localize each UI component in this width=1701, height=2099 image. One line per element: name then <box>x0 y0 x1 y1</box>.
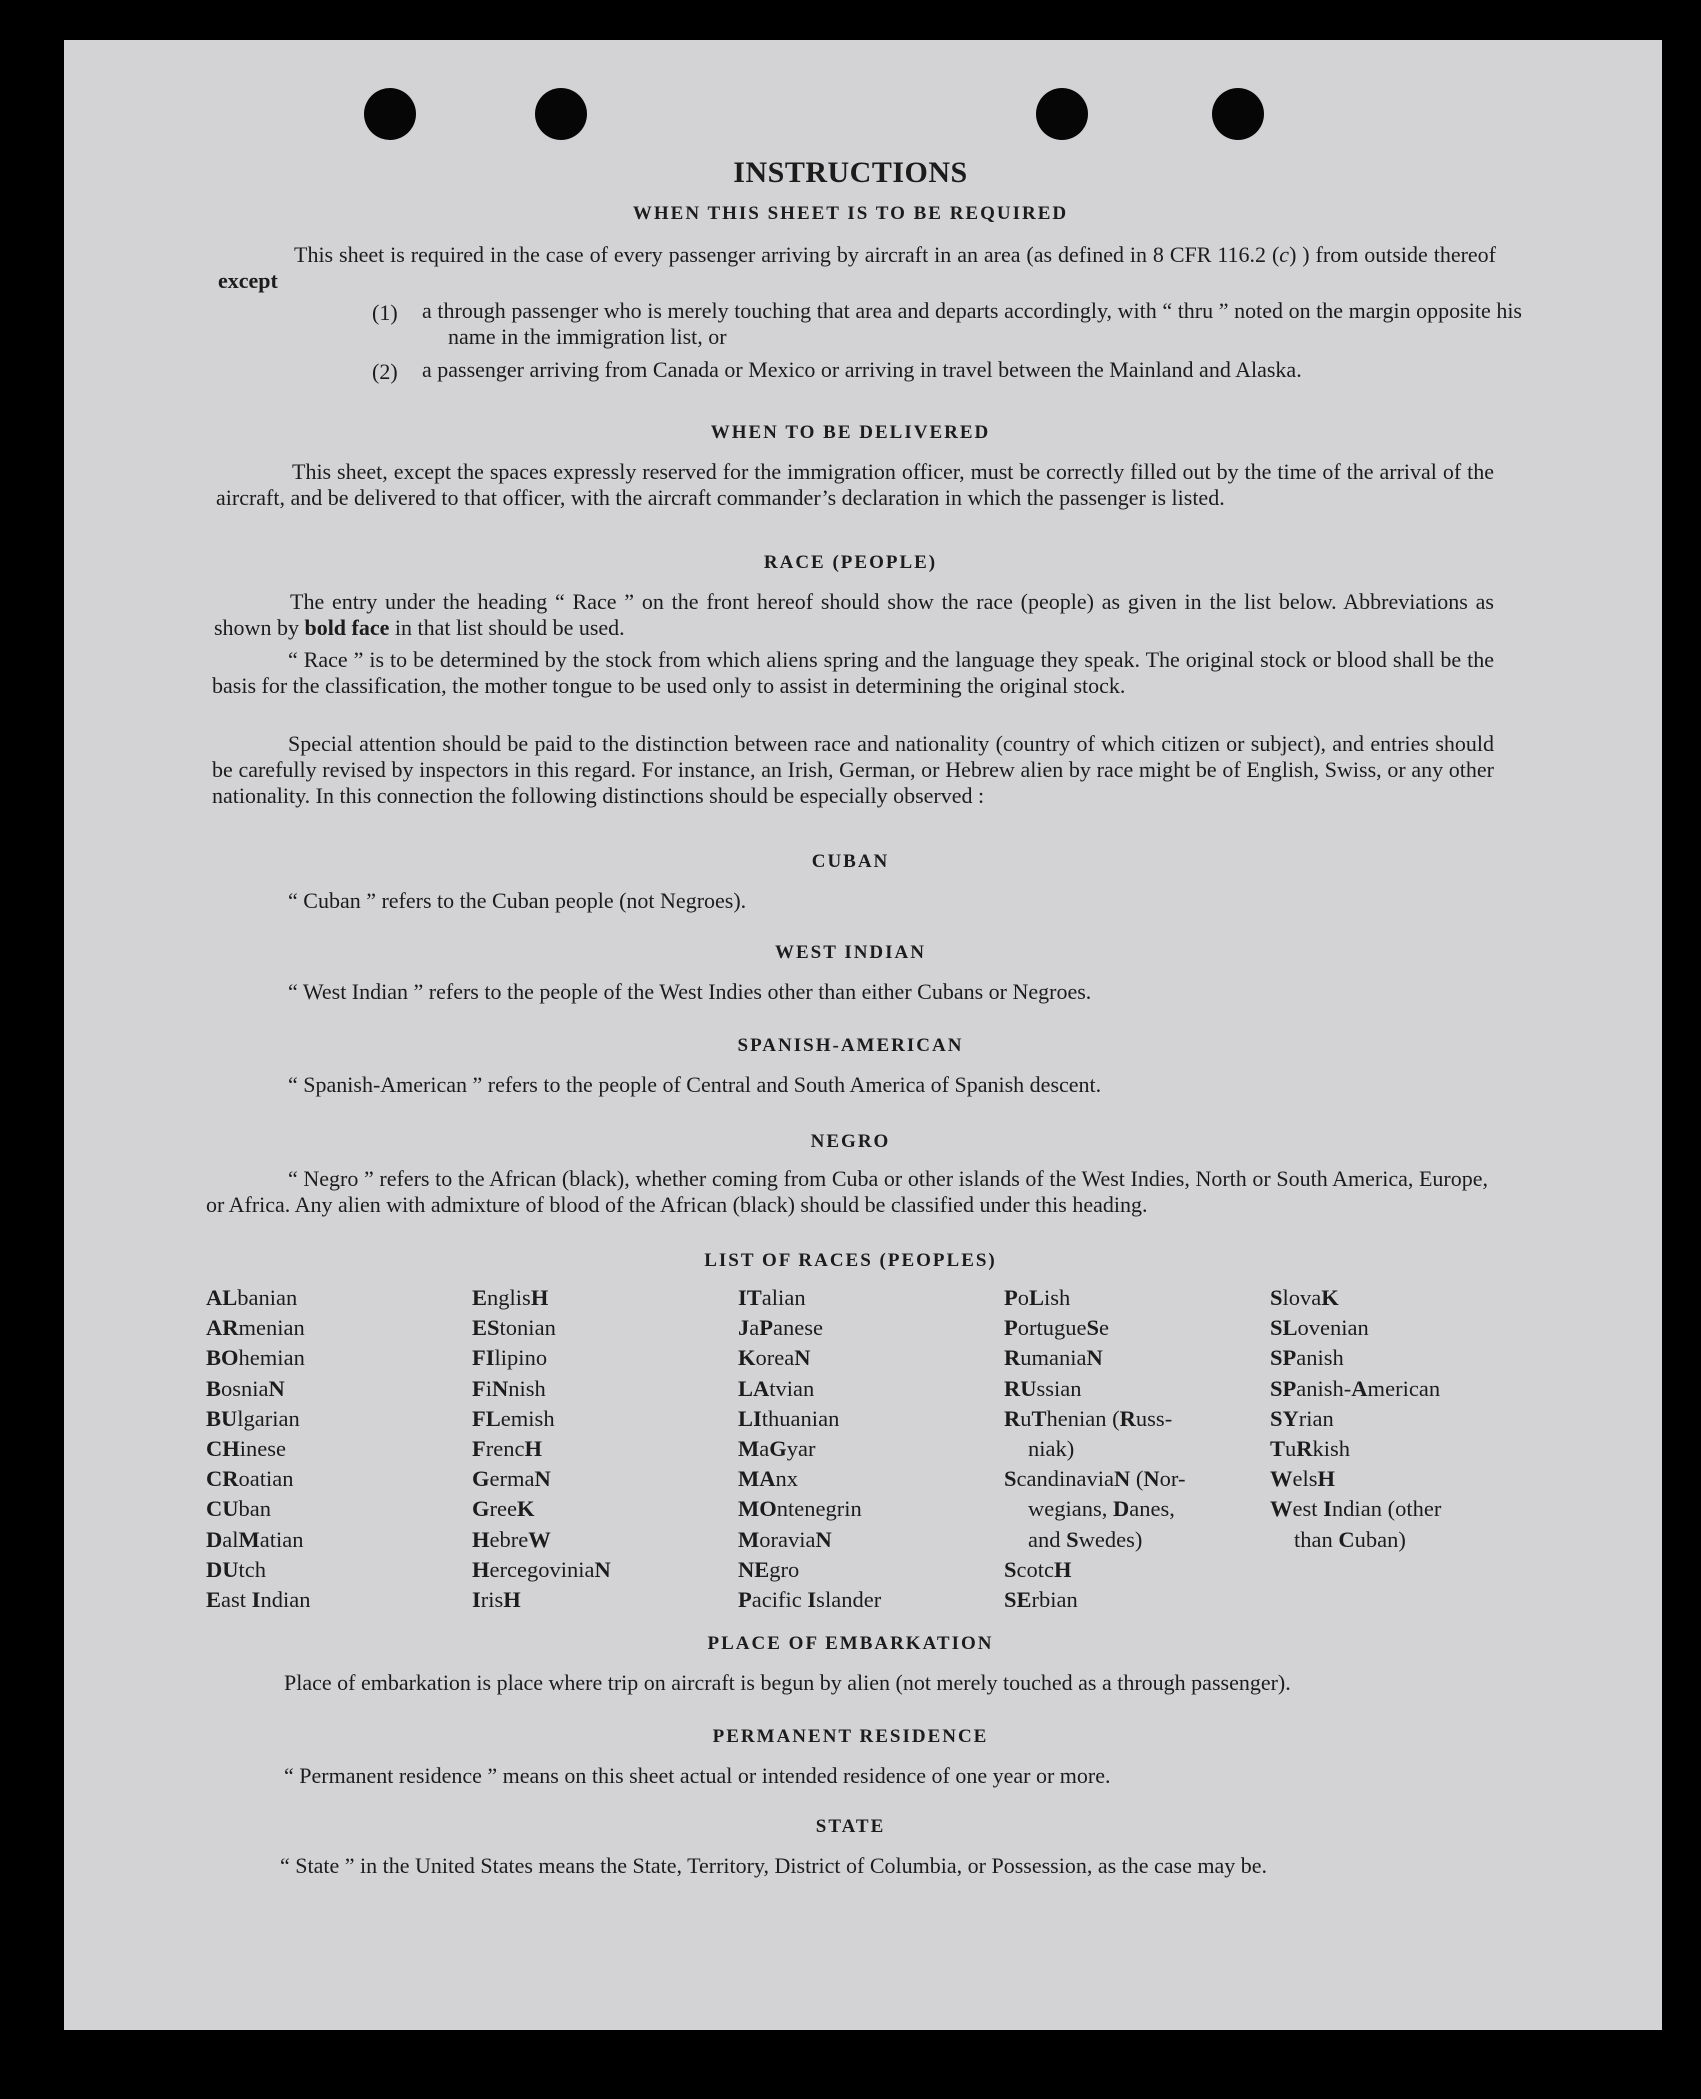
negro-text: “ Negro ” refers to the African (black), whether coming from Cuba or other islands of the West Indies, North or South America, Europe, or Africa. Any alien with admixture of blood of the African (black) should be classified under this heading. <box>206 1166 1488 1217</box>
item-number: (1) <box>372 300 398 325</box>
race-entry: CRoatian <box>206 1466 294 1492</box>
race-entry: DUtch <box>206 1556 267 1582</box>
race-entry: niak) <box>1028 1436 1075 1462</box>
page-title: INSTRUCTIONS <box>733 156 968 189</box>
race-entry: ScotcH <box>1004 1556 1072 1582</box>
race-entry: CHinese <box>206 1436 287 1462</box>
residence-text: “ Permanent residence ” means on this sheet actual or intended residence of one year or more. <box>284 1763 1111 1788</box>
race-entry: wegians, Danes, <box>1028 1496 1175 1522</box>
heading-when-delivered: WHEN TO BE DELIVERED <box>710 422 991 443</box>
race-entry: EStonian <box>472 1315 556 1341</box>
race-entry: HebreW <box>472 1526 551 1552</box>
punch-hole <box>1212 88 1264 140</box>
races-column-3 <box>738 1283 881 1615</box>
race-entry: DalMatian <box>206 1526 304 1552</box>
race-entry: SlovaK <box>1270 1285 1339 1310</box>
race-entry: BOhemian <box>206 1345 305 1371</box>
race-entry: PortugueSe <box>1004 1315 1110 1341</box>
race-entry: RuThenian (Russ- <box>1004 1405 1173 1431</box>
race-paragraph-2: “ Race ” is to be determined by the stock from which aliens spring and the language they speak. The original stock or blood shall be the basis for the classification, the mother tongue to be used only to assist in determining the original stock. <box>212 647 1494 698</box>
race-entry: and Swedes) <box>1028 1526 1143 1552</box>
punch-hole <box>364 88 416 140</box>
race-entry: FIlipino <box>472 1345 548 1371</box>
race-entry: BUlgarian <box>206 1405 300 1431</box>
race-entry: ScandinaviaN (Nor- <box>1004 1466 1186 1492</box>
heading-cuban: CUBAN <box>811 851 890 872</box>
races-column-2 <box>472 1283 611 1615</box>
race-entry: MOntenegrin <box>738 1496 862 1522</box>
race-entry: MAnx <box>738 1466 798 1492</box>
required-item-2: a passenger arriving from Canada or Mexico or arriving in travel between the Mainland and Alaska. <box>422 357 1302 382</box>
heading-state: STATE <box>815 1816 886 1837</box>
required-intro: This sheet is required in the case of every passenger arriving by aircraft in an area (as defined in 8 CFR 116.2 (c) ) from outside thereof except <box>218 242 1497 293</box>
race-entry: TuRkish <box>1270 1436 1351 1462</box>
cuban-text: “ Cuban ” refers to the Cuban people (not Negroes). <box>288 888 747 913</box>
race-entry: RumaniaN <box>1004 1345 1103 1371</box>
race-entry: LIthuanian <box>738 1405 840 1431</box>
heading-when-required: WHEN THIS SHEET IS TO BE REQUIRED <box>632 203 1069 224</box>
race-entry: FrencH <box>472 1436 543 1462</box>
race-entry: ITalian <box>738 1285 806 1310</box>
race-entry: SPanish-American <box>1270 1375 1441 1401</box>
race-entry: MoraviaN <box>738 1526 832 1552</box>
race-entry: LAtvian <box>738 1375 815 1401</box>
race-entry: SLovenian <box>1270 1315 1369 1341</box>
race-entry: PoLish <box>1004 1285 1071 1310</box>
race-entry: GermaN <box>472 1466 551 1492</box>
race-entry: WelsH <box>1270 1466 1336 1492</box>
races-column-4 <box>1004 1283 1185 1615</box>
race-entry: EnglisH <box>472 1285 549 1310</box>
race-entry: ARmenian <box>206 1315 305 1341</box>
race-entry: SErbian <box>1004 1587 1078 1613</box>
race-entry: FiNnish <box>472 1375 546 1401</box>
race-entry: RUssian <box>1004 1375 1082 1401</box>
required-item-1: a through passenger who is merely touching that area and departs accordingly, with “ thru ” noted on the margin opposite his name in the immigration list, or <box>422 298 1522 349</box>
heading-place-of-embarkation: PLACE OF EMBARKATION <box>707 1633 994 1654</box>
race-entry: HercegoviniaN <box>472 1556 611 1582</box>
race-paragraph-1: The entry under the heading “ Race ” on the front hereof should show the race (people) as given in the list below. Abbreviations as shown by bold face in that list should be used. <box>214 589 1494 640</box>
race-entry: ALbanian <box>206 1285 298 1310</box>
heading-west-indian: WEST INDIAN <box>775 942 926 963</box>
race-entry: JaPanese <box>738 1315 824 1341</box>
embarkation-text: Place of embarkation is place where trip on aircraft is begun by alien (not merely touched as a through passenger). <box>284 1670 1291 1695</box>
spanish-american-text: “ Spanish-American ” refers to the people of Central and South America of Spanish descent. <box>288 1072 1102 1097</box>
race-entry: BosniaN <box>206 1375 285 1401</box>
race-entry: GreeK <box>472 1496 535 1522</box>
race-entry: KoreaN <box>738 1345 811 1371</box>
race-paragraph-3: Special attention should be paid to the distinction between race and nationality (country of which citizen or subject), and entries should be carefully revised by inspectors in this regard. For instance, an Irish, German, or Hebrew alien by race might be of English, Swiss, or any other nationality. In this connection the following distinctions should be especially observed : <box>212 731 1494 808</box>
heading-permanent-residence: PERMANENT RESIDENCE <box>712 1726 989 1747</box>
race-entry: IrisH <box>472 1587 521 1613</box>
race-entry: Pacific Islander <box>738 1587 882 1613</box>
race-entry: SYrian <box>1270 1405 1334 1431</box>
race-entry: NEgro <box>738 1556 800 1582</box>
west-indian-text: “ West Indian ” refers to the people of the West Indies other than either Cubans or Negroes. <box>288 979 1092 1004</box>
heading-negro: NEGRO <box>810 1131 891 1152</box>
state-text: “ State ” in the United States means the State, Territory, District of Columbia, or Possession, as the case may be. <box>280 1853 1268 1878</box>
races-column-5 <box>1270 1283 1441 1555</box>
races-column-1 <box>206 1283 310 1615</box>
race-entry: MaGyar <box>738 1436 816 1462</box>
race-entry: FLemish <box>472 1405 555 1431</box>
heading-list-of-races: LIST OF RACES (PEOPLES) <box>704 1250 997 1271</box>
heading-spanish-american: SPANISH-AMERICAN <box>737 1035 964 1056</box>
race-entry: West Indian (other <box>1270 1496 1442 1522</box>
race-entry: CUban <box>206 1496 271 1522</box>
race-entry: East Indian <box>206 1587 311 1613</box>
heading-race: RACE (PEOPLE) <box>763 552 938 573</box>
delivered-text: This sheet, except the spaces expressly reserved for the immigration officer, must be correctly filled out by the time of the arrival of the aircraft, and be delivered to that officer, with the aircraft commander’s declaration in which the passenger is listed. <box>216 459 1494 510</box>
race-entry: than Cuban) <box>1294 1526 1406 1552</box>
item-number: (2) <box>372 359 398 384</box>
punch-hole <box>535 88 587 140</box>
punch-hole <box>1036 88 1088 140</box>
race-entry: SPanish <box>1270 1345 1344 1371</box>
